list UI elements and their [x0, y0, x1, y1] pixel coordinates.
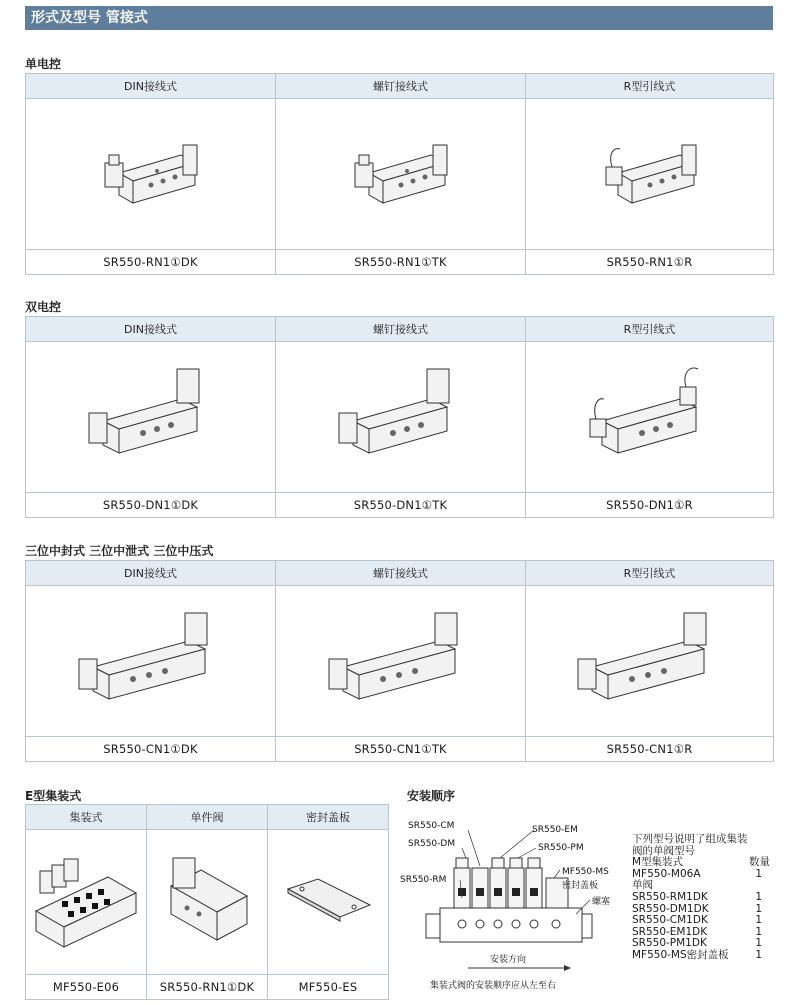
direction-label: 安装方向	[490, 955, 527, 965]
order-intro-1: 下列型号说明了组成集装	[632, 833, 748, 845]
valve-image-single-din	[26, 99, 276, 250]
model-double-r: SR550-DN1①R	[526, 493, 774, 518]
col-din: DIN接线式	[26, 317, 276, 342]
order-item: SR550-DM1DK 1	[632, 902, 762, 915]
model-single-din: SR550-RN1①DK	[26, 250, 276, 275]
valve-image-single-r	[526, 99, 774, 250]
model-cover-plate: MF550-ES	[268, 975, 389, 1000]
arrow-right-icon	[564, 965, 571, 971]
label-cm: SR550-CM	[408, 821, 455, 831]
label-rm: SR550-RM	[400, 875, 447, 885]
section-three-title: 三位中封式 三位中泄式 三位中压式	[25, 544, 214, 558]
model-single-screw: SR550-RN1①TK	[276, 250, 526, 275]
install-diagram	[396, 812, 621, 992]
model-double-screw: SR550-DN1①TK	[276, 493, 526, 518]
col-cover-plate: 密封盖板	[268, 805, 389, 830]
order-item: MF550-MS密封盖板 1	[632, 948, 762, 961]
col-r-lead: R型引线式	[526, 74, 774, 99]
col-din: DIN接线式	[26, 74, 276, 99]
double-table	[25, 316, 774, 518]
install-note: 集装式阀的安装顺序应从左至右	[430, 981, 557, 991]
page-header: 形式及型号 管接式	[25, 6, 773, 30]
order-item: SR550-PM1DK 1	[632, 937, 762, 950]
col-single-valve: 单件阀	[147, 805, 268, 830]
label-pm: SR550-PM	[538, 843, 584, 853]
single-valve-image	[147, 830, 268, 975]
model-three-din: SR550-CN1①DK	[26, 737, 276, 762]
order-item: 单阀	[632, 879, 653, 892]
model-double-din: SR550-DN1①DK	[26, 493, 276, 518]
valve-image-single-screw	[276, 99, 526, 250]
col-r-lead: R型引线式	[526, 317, 774, 342]
label-dm: SR550-DM	[408, 839, 456, 849]
valve-image-three-screw	[276, 586, 526, 737]
order-item: SR550-EM1DK 1	[632, 925, 762, 938]
valve-image-double-din	[26, 342, 276, 493]
valve-image-three-din	[26, 586, 276, 737]
manifold-table	[25, 804, 389, 1000]
cover-plate-image	[268, 830, 389, 975]
section-manifold-title: E型集装式	[25, 789, 82, 803]
model-three-screw: SR550-CN1①TK	[276, 737, 526, 762]
label-plug: 螺塞	[592, 897, 611, 907]
order-intro-2: 阀的单阀型号	[632, 844, 695, 857]
valve-image-three-r	[526, 586, 774, 737]
section-double-title: 双电控	[25, 300, 62, 314]
order-manifold-label: M型集装式	[632, 856, 684, 869]
model-manifold: MF550-E06	[26, 975, 147, 1000]
three-table	[25, 560, 774, 762]
section-single-title: 单电控	[25, 57, 62, 71]
label-ms: MF550-MS	[562, 867, 609, 877]
order-item: MF550-M06A 1	[632, 867, 762, 880]
install-title: 安装顺序	[407, 789, 456, 803]
order-list	[632, 834, 772, 962]
col-screw: 螺钉接线式	[276, 317, 526, 342]
order-item: SR550-CM1DK 1	[632, 914, 762, 927]
col-manifold: 集装式	[26, 805, 147, 830]
col-screw: 螺钉接线式	[276, 561, 526, 586]
model-three-r: SR550-CN1①R	[526, 737, 774, 762]
valve-image-double-r	[526, 342, 774, 493]
col-r-lead: R型引线式	[526, 561, 774, 586]
label-em: SR550-EM	[532, 825, 578, 835]
model-single-r: SR550-RN1①R	[526, 250, 774, 275]
label-cover: 密封盖板	[562, 881, 599, 891]
model-single-valve: SR550-RN1①DK	[147, 975, 268, 1000]
valve-image-double-screw	[276, 342, 526, 493]
manifold-image	[26, 830, 147, 975]
single-table	[25, 73, 774, 275]
col-din: DIN接线式	[26, 561, 276, 586]
order-item: SR550-RM1DK 1	[632, 890, 762, 903]
col-screw: 螺钉接线式	[276, 74, 526, 99]
order-qty-header: 数量	[749, 856, 770, 869]
